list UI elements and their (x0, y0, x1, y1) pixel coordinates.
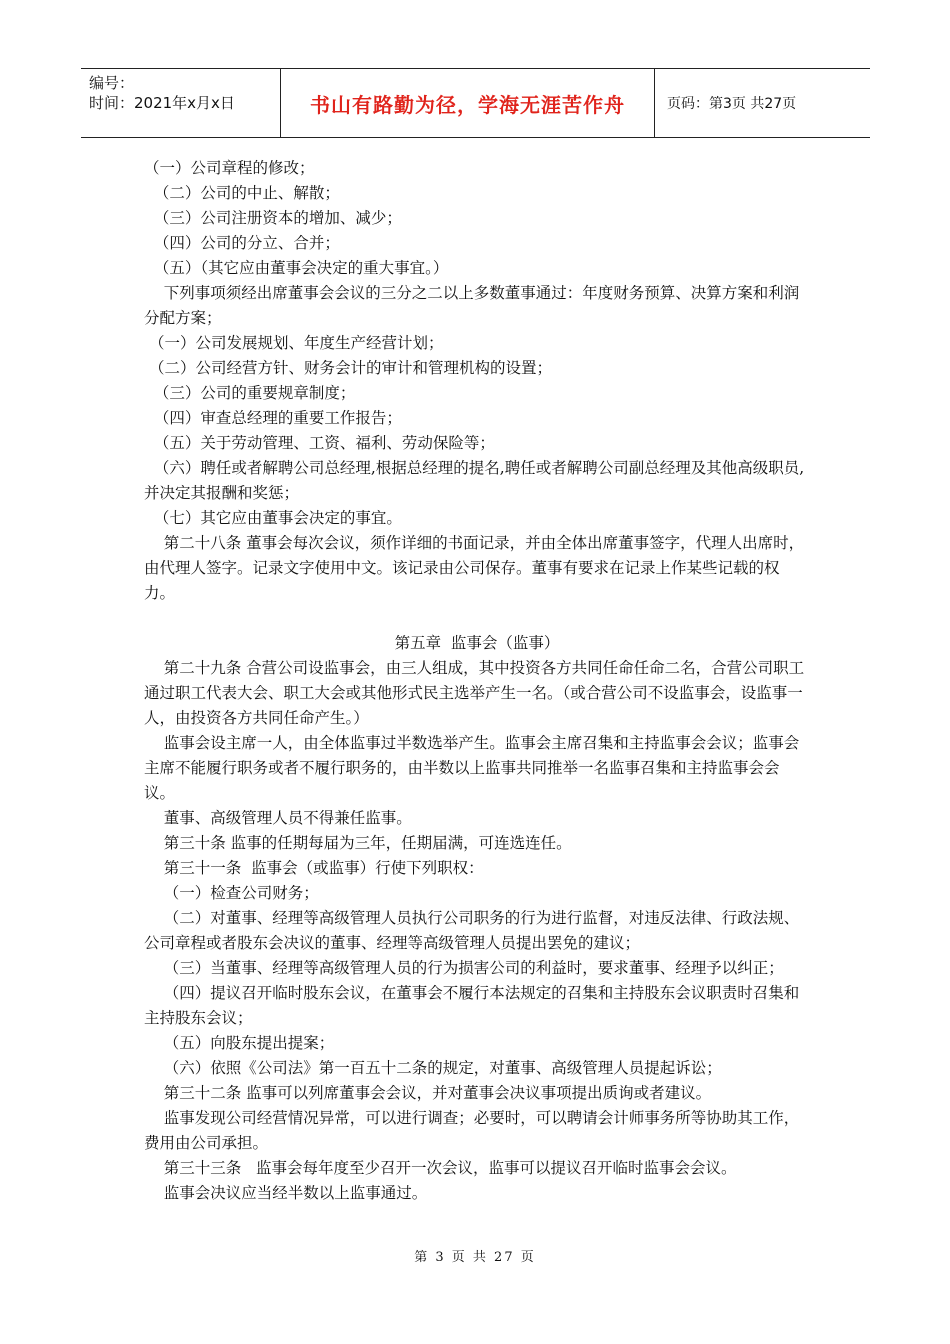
paragraph: （六）依照《公司法》第一百五十二条的规定，对董事、高级管理人员提起诉讼； (144, 1059, 722, 1077)
paragraph: 第二十九条 合营公司设监事会，由三人组成，其中投资各方共同任命任命二名，合营公司职工通过职工代表大会、职工大会或其他形式民主选举产生一名。（或合营公司不设监事会，设监事一人，由投资各方共同任命产生。） (144, 659, 805, 727)
paragraph: （二）公司的中止、解散； (144, 184, 340, 202)
paragraph: 董事、高级管理人员不得兼任监事。 (144, 809, 412, 827)
header-meta (81, 69, 281, 137)
paragraph: 第二十八条 董事会每次会议，须作详细的书面记录，并由全体出席董事签字，代理人出席时，由代理人签字。记录文字使用中文。该记录由公司保存。董事有要求在记录上作某些记载的权力。 (144, 534, 805, 602)
page-footer: 第 3 页 共 27 页 (414, 1250, 536, 1265)
chapter-heading: 第五章 监事会（监事） (394, 634, 560, 652)
paragraph: 监事发现公司经营情况异常，可以进行调查；必要时，可以聘请会计师事务所等协助其工作，费用由公司承担。 (144, 1109, 800, 1152)
paragraph: （六）聘任或者解聘公司总经理,根据总经理的提名,聘任或者解聘公司副总经理及其他高级职员,并决定其报酬和奖惩； (144, 459, 805, 502)
paragraph: （四）提议召开临时股东会议，在董事会不履行本法规定的召集和主持股东会议职责时召集和主持股东会议； (144, 984, 800, 1027)
paragraph: （五）向股东提出提案； (144, 1034, 335, 1052)
paragraph: （二）公司经营方针、财务会计的审计和管理机构的设置； (144, 359, 552, 377)
paragraph: （一）检查公司财务； (144, 884, 319, 902)
paragraph: 第三十一条 监事会（或监事）行使下列职权： (144, 859, 484, 877)
paragraph: （三）公司注册资本的增加、减少； (144, 209, 402, 227)
paragraph: （一）公司章程的修改； (144, 159, 315, 177)
paragraph: 监事会设主席一人，由全体监事过半数选举产生。监事会主席召集和主持监事会会议；监事会主席不能履行职务或者不履行职务的，由半数以上监事共同推举一名监事召集和主持监事会会议。 (144, 734, 800, 802)
paragraph: （三）当董事、经理等高级管理人员的行为损害公司的利益时，要求董事、经理予以纠正； (144, 959, 784, 977)
paragraph: （五）关于劳动管理、工资、福利、劳动保险等； (144, 434, 495, 452)
header-motto: 书山有路勤为径，学海无涯苦作舟 (281, 69, 655, 137)
paragraph: 第三十三条 监事会每年度至少召开一次会议，监事可以提议召开临时监事会会议。 (144, 1159, 737, 1177)
paragraph: （一）公司发展规划、年度生产经营计划； (144, 334, 444, 352)
document-body (144, 156, 810, 1206)
document-number-label: 编号： (89, 74, 135, 92)
paragraph: （四）公司的分立、合并； (144, 234, 340, 252)
document-date: 时间：2021年x月x日 (89, 94, 235, 112)
paragraph: （二）对董事、经理等高级管理人员执行公司职务的行为进行监督，对违反法律、行政法规、公司章程或者股东会决议的董事、经理等高级管理人员提出罢免的建议； (144, 909, 800, 952)
paragraph: （三）公司的重要规章制度； (144, 384, 356, 402)
page-header (81, 68, 870, 138)
paragraph: 监事会决议应当经半数以上监事通过。 (144, 1184, 428, 1202)
paragraph: （四）审查总经理的重要工作报告； (144, 409, 402, 427)
paragraph: 第三十条 监事的任期每届为三年，任期届满，可连选连任。 (144, 834, 572, 852)
paragraph: 第三十二条 监事可以列席董事会会议，并对董事会决议事项提出质询或者建议。 (144, 1084, 712, 1102)
paragraph: （七）其它应由董事会决定的事宜。 (144, 509, 402, 527)
paragraph: 下列事项须经出席董事会会议的三分之二以上多数董事通过：年度财务预算、决算方案和利润分配方案； (144, 284, 800, 327)
paragraph: （五）（其它应由董事会决定的重大事宜。） (144, 259, 449, 277)
header-page-info: 页码：第3页 共27页 (667, 96, 797, 112)
